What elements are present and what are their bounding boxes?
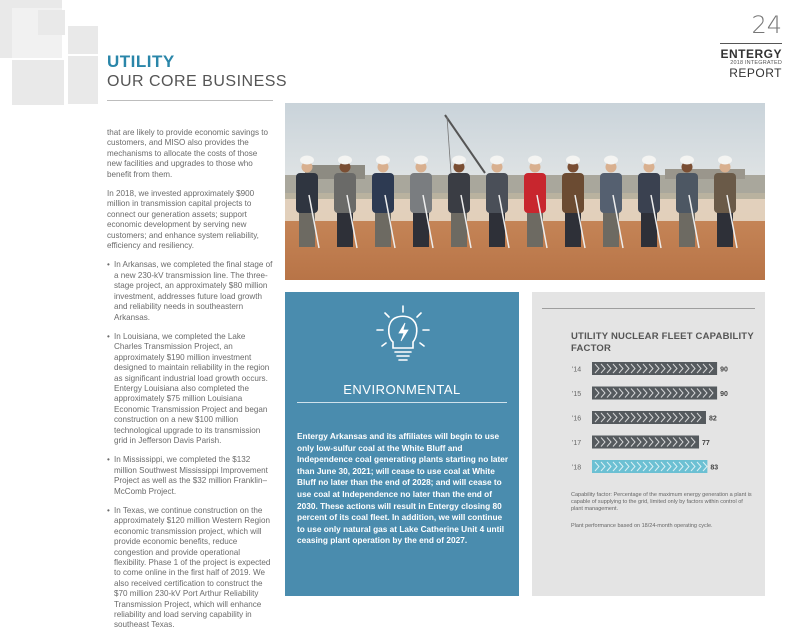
- groundbreaking-photo: [285, 103, 765, 280]
- bullet-item: • In Mississippi, we completed the $132 million Southwest Mississippi Improvement Project as well as the $32 million Franklin–McComb Project.: [107, 455, 274, 497]
- company-name: ENTERGY: [720, 47, 782, 61]
- chart-category-label: '15: [572, 391, 582, 398]
- section-title: [107, 52, 287, 91]
- chart-bar: [592, 460, 707, 473]
- decor-square: [68, 26, 98, 54]
- environmental-callout: [285, 292, 519, 596]
- chart-category-label: '16: [572, 415, 582, 423]
- chart-category-label: '17: [572, 440, 582, 447]
- chart-category-label: '14: [572, 366, 582, 374]
- bullet-item: • In Louisiana, we completed the Lake Charles Transmission Project, an approximately $190 million investment designed to maintain reliability in the region as significant industrial load growth occurs. Entergy Louisiana also completed the approximately $75 million Louisiana Economic Transmission Project and began construction on a new $100 million technological upgrade to its transmission grid in Jefferson Davis Parish.: [107, 332, 274, 446]
- page-header-box: [720, 12, 782, 79]
- chart-category-label: '18: [572, 464, 582, 472]
- body-paragraph: that are likely to provide economic savings to customers, and MISO also provides the mechanisms to allocate the costs of those new facilities and upgrades to those who benefit from them.: [107, 128, 269, 179]
- chart-top-divider: [542, 308, 755, 309]
- groundbreaking-photo-illustration: [285, 103, 765, 280]
- bullet-list: [107, 260, 274, 630]
- body-text-column: [107, 128, 274, 640]
- page-number-divider: [720, 43, 782, 44]
- chart-value-label: 77: [702, 440, 710, 447]
- nuclear-fleet-chart-panel: [532, 292, 765, 596]
- report-label: REPORT: [729, 66, 782, 80]
- environmental-title: ENVIRONMENTAL: [343, 382, 461, 397]
- bullet-item: • In Texas, we continue construction on the approximately $120 million Western Region economic transmission project, which will provide economic benefits, reduce congestion and provide operational flexibility. Phase 1 of the project is expected to come online in the first half of 2019. We also received certification to construct the $70 million 230-kV Port Arthur Reliability Transmission Project, which will enhance reliability and load serving capability in southeast Texas.: [107, 506, 274, 631]
- chart-footnote: Plant performance based on 18/24-month operating cycle.: [571, 523, 713, 529]
- page-number: 24: [751, 11, 782, 39]
- capability-factor-chart: [532, 352, 765, 477]
- chart-title: UTILITY NUCLEAR FLEET CAPABILITY FACTOR: [571, 331, 754, 354]
- environmental-text: Entergy Arkansas and its affiliates will begin to use only low-sulfur coal at the White Bluff and Independence coal generating plants starting no later than June 30, 2021; will cease to use coal at White Bluff no later than the end of 2028; and will cease to use coal at Independence no later than the end of 2030. These actions will result in Entergy closing 80 percent of its coal fleet. In addition, we will continue to use only natural gas at Lake Catherine Unit 4 until ceasing plant operation by the end of 2027.: [297, 431, 509, 546]
- decor-square: [38, 10, 65, 35]
- lightbulb-icon: [373, 304, 433, 364]
- chart-value-label: 90: [720, 391, 728, 398]
- chart-value-label: 90: [720, 366, 728, 374]
- decor-square: [68, 56, 98, 104]
- environmental-divider: [297, 402, 507, 403]
- header-divider: [107, 100, 273, 101]
- chart-footnote: Capability factor: Percentage of the maximum energy generation a plant is capable of supplying to the grid, limited only by factors within control of plant management.: [571, 492, 752, 512]
- chart-value-label: 83: [710, 464, 719, 472]
- report-year: 2018 INTEGRATED: [730, 60, 782, 66]
- chart-value-label: 82: [708, 415, 717, 423]
- bullet-item: • In Arkansas, we completed the final stage of a new 230-kV transmission line. The three-stage project, an approximately $80 million investment, addresses future load growth and reliability needs in southeastern Arkansas.: [107, 260, 274, 322]
- section-title-main: UTILITY: [107, 52, 175, 71]
- decor-square: [12, 60, 64, 105]
- section-title-sub: OUR CORE BUSINESS: [107, 73, 288, 90]
- body-paragraph: In 2018, we invested approximately $900 million in transmission capital projects to connect our generation assets; support economic development by serving new customers; and enhance system reliability, efficiency and resiliency.: [107, 189, 259, 251]
